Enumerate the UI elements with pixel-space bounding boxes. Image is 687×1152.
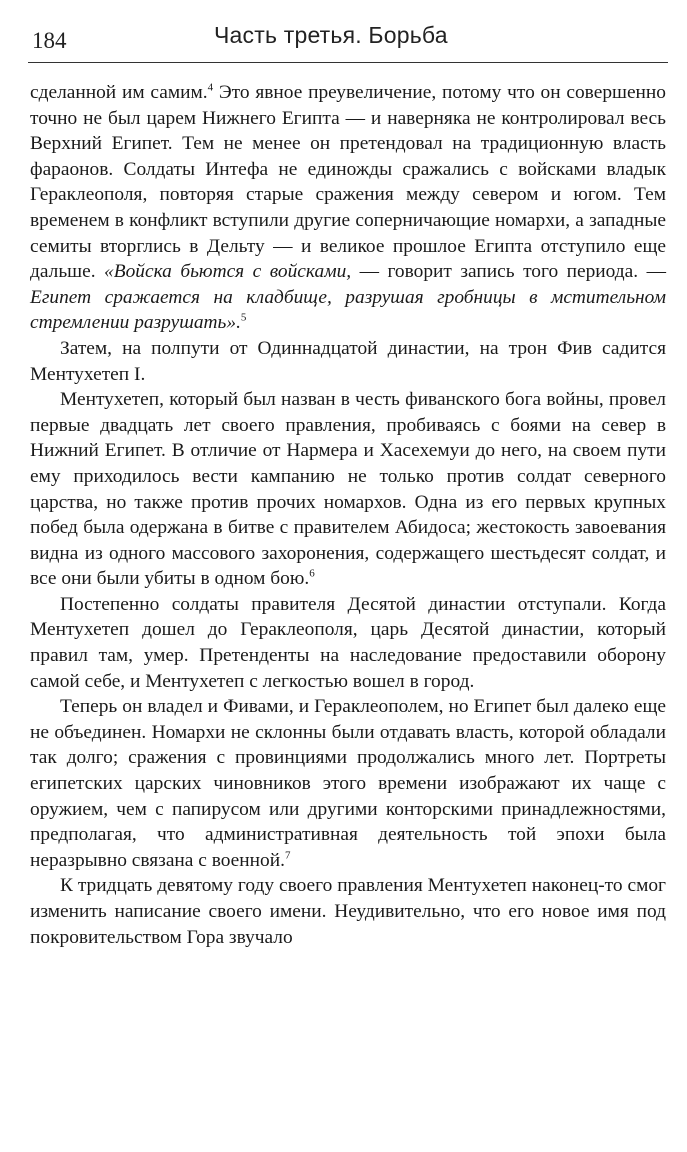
text-run: — говорит запись того периода. — xyxy=(351,261,666,283)
text-run: сделанной им самим. xyxy=(30,82,208,103)
text-run: Теперь он владел и Фивами, и Гераклеополем, но Египет был далеко еще не объединен. Номархи не склонны были отдавать власть, которой обладали так долго; сражения с провинциями продолжались много лет. Портреты египетских царских чиновников этого времени изображают их чаще с оружием, чем с папирусом или другими конторскими принадлежностями, предполагая, что административная деятельность той эпохи была неразрывно связана с военной. xyxy=(30,696,666,871)
footnote-marker: 7 xyxy=(284,849,291,862)
page-number: 184 xyxy=(32,28,67,53)
footnote-marker: 4 xyxy=(207,81,214,94)
paragraph xyxy=(30,336,666,387)
text-run: Это явное преувеличение, потому что он совершенно точно не был царем Нижнего Египта — и наверняка не контролировал весь Верхний Египет. Тем не менее он претендовал на традиционную власть фараонов. Солдаты Интефа не единожды сражались с войсками владык Гераклеополя, повторяя старые сражения между севером и югом. Тем временем в конфликт вступили другие соперничающие номархи, а западные семиты вторглись в Дельту — и великое прошлое Египта отступило еще дальше. xyxy=(30,82,667,283)
text-run: Постепенно солдаты правителя Десятой династии отступали. Когда Ментухетеп дошел до Гераклеополя, царь Десятой династии, который правил там, умер. Претенденты на наследование предоставили оборону самой себе, и Ментухетеп с легкостью вошел в город. xyxy=(30,593,666,692)
body-text xyxy=(30,80,666,950)
paragraph xyxy=(30,592,666,694)
quoted-text: Египет сражается на кладбище, разрушая гробницы в мстительном стремлении разрушать». xyxy=(30,286,666,334)
footnote-marker: 6 xyxy=(309,567,315,580)
footnote-marker: 5 xyxy=(240,311,247,324)
running-head: Часть третья. Борьба xyxy=(214,22,448,48)
text-run: К тридцать девятому году своего правления Ментухетеп наконец-то смог изменить написание своего имени. Неудивительно, что его новое имя под покровительством Гора звучало xyxy=(30,875,666,948)
paragraph xyxy=(30,387,666,592)
header-rule xyxy=(28,62,668,63)
text-run: Затем, на полпути от Одиннадцатой династии, на трон Фив садится Ментухетеп I. xyxy=(30,337,666,385)
paragraph xyxy=(30,694,666,873)
text-run: Ментухетеп, который был назван в честь фиванского бога войны, провел первые двадцать лет своего правления, пробиваясь с боями на север в Нижний Египет. В отличие от Нармера и Хасехемуи до него, на своем пути ему приходилось вести кампанию не только против солдат северного царства, но также против прочих номархов. Одна из его первых крупных побед была одержана в битве с правителем Абидоса; жестокость завоевания видна из одного массового захоронения, содержащего шестьдесят солдат, и все они были убиты в одном бою. xyxy=(30,389,666,590)
paragraph xyxy=(30,873,666,950)
quoted-text: «Войска бьются с войсками, xyxy=(104,261,352,283)
paragraph xyxy=(30,80,666,336)
page-header xyxy=(28,18,668,62)
